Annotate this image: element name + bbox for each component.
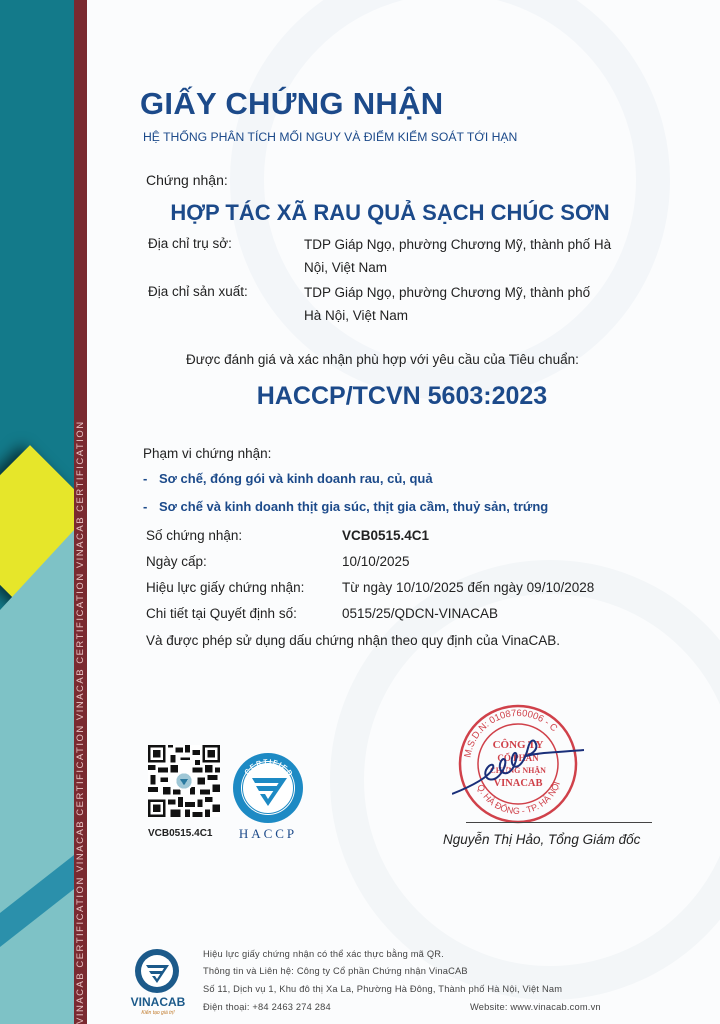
certified-label: Chứng nhận: [146, 172, 228, 188]
svg-text:CERTIFIED: CERTIFIED [243, 758, 294, 779]
bullet-dash: - [143, 471, 148, 486]
certificate-subtitle: HỆ THỐNG PHÂN TÍCH MỐI NGUY VÀ ĐIỂM KIỂM SOÁT TỚI HẠN [143, 130, 518, 144]
side-band [0, 0, 74, 1024]
haccp-caption: HACCP [238, 826, 298, 841]
svg-text:CHỨNG NHẬN: CHỨNG NHẬN [490, 766, 546, 775]
scope-item: - Sơ chế, đóng gói và kinh doanh rau, củ, quả [143, 471, 433, 486]
svg-text:Q. HÀ ĐÔNG - TP. HÀ NỘI: Q. HÀ ĐÔNG - TP. HÀ NỘI [475, 780, 563, 817]
footer-phone: Điện thoại: +84 2463 274 284 [203, 1002, 331, 1012]
production-address-label: Địa chỉ sản xuất: [148, 284, 248, 299]
certificate-title: GIẤY CHỨNG NHẬN [140, 86, 444, 121]
vertical-certification-text: VINACAB CERTIFICATION VINACAB CERTIFICATION VINACAB CERTIFICATION VINACAB CERTIFICATION [75, 420, 86, 1024]
signature-line [466, 822, 652, 823]
vinacab-logo-icon [134, 948, 180, 994]
footer-line: Số 11, Dịch vụ 1, Khu đô thị Xa La, Phường Hà Đông, Thành phố Hà Nội, Việt Nam [203, 984, 563, 994]
cert-number-value: VCB0515.4C1 [342, 528, 430, 543]
issue-date-label: Ngày cấp: [146, 554, 207, 569]
band-light-teal [0, 530, 74, 1024]
qr-code-caption: VCB0515.4C1 [148, 828, 213, 839]
production-address: TDP Giáp Ngọ, phường Chương Mỹ, thành phố Hà Nội, Việt Nam [304, 285, 591, 323]
svg-text:VINACAB: VINACAB [493, 778, 543, 789]
validity-label: Hiệu lực giấy chứng nhận: [146, 580, 305, 595]
qr-code-icon[interactable] [148, 745, 220, 817]
svg-text:CỔ PHẦN: CỔ PHẦN [497, 753, 539, 763]
certified-seal-icon [232, 752, 304, 824]
head-office-address: TDP Giáp Ngọ, phường Chương Mỹ, thành phố Hà Nội, Việt Nam [304, 237, 612, 275]
footer-brand: VINACAB [130, 995, 186, 1009]
svg-text:M.S.D.N: 0108760006 - C: M.S.D.N: 0108760006 - C [462, 707, 560, 759]
scope-item: - Sơ chế và kinh doanh thịt gia súc, thịt gia cầm, thuỷ sản, trứng [143, 499, 549, 514]
company-name: HỢP TÁC XÃ RAU QUẢ SẠCH CHÚC SƠN [170, 200, 610, 225]
issue-date-value: 10/10/2025 [342, 554, 410, 569]
bullet-dash: - [143, 499, 148, 514]
cert-number-label: Số chứng nhận: [146, 528, 243, 543]
company-stamp-icon [452, 698, 584, 830]
footer-website-link[interactable]: Website: www.vinacab.com.vn [470, 1002, 601, 1012]
maroon-strip [74, 0, 87, 1024]
standard-name: HACCP/TCVN 5603:2023 [256, 382, 548, 410]
svg-text:CÔNG TY: CÔNG TY [492, 739, 544, 751]
footer-slogan: Kiến tạo giá trị! [141, 1010, 175, 1016]
head-office-label: Địa chỉ trụ sở: [148, 236, 232, 251]
standard-intro: Được đánh giá và xác nhận phù hợp với yêu cầu của Tiêu chuẩn: [186, 352, 579, 367]
decision-label: Chi tiết tại Quyết định số: [146, 606, 297, 621]
signer-name: Nguyễn Thị Hảo, Tổng Giám đốc [443, 832, 641, 847]
decision-value: 0515/25/QDCN-VINACAB [342, 606, 499, 621]
scope-title: Phạm vi chứng nhận: [143, 446, 272, 461]
footer-line: Hiệu lực giấy chứng nhận có thể xác thực bằng mã QR. [203, 949, 444, 959]
footer-line: Thông tin và Liên hệ: Công ty Cổ phần Chứng nhận VinaCAB [203, 966, 468, 976]
validity-value: Từ ngày 10/10/2025 đến ngày 09/10/2028 [342, 580, 595, 595]
usage-note: Và được phép sử dụng dấu chứng nhận theo quy định của VinaCAB. [146, 633, 561, 648]
